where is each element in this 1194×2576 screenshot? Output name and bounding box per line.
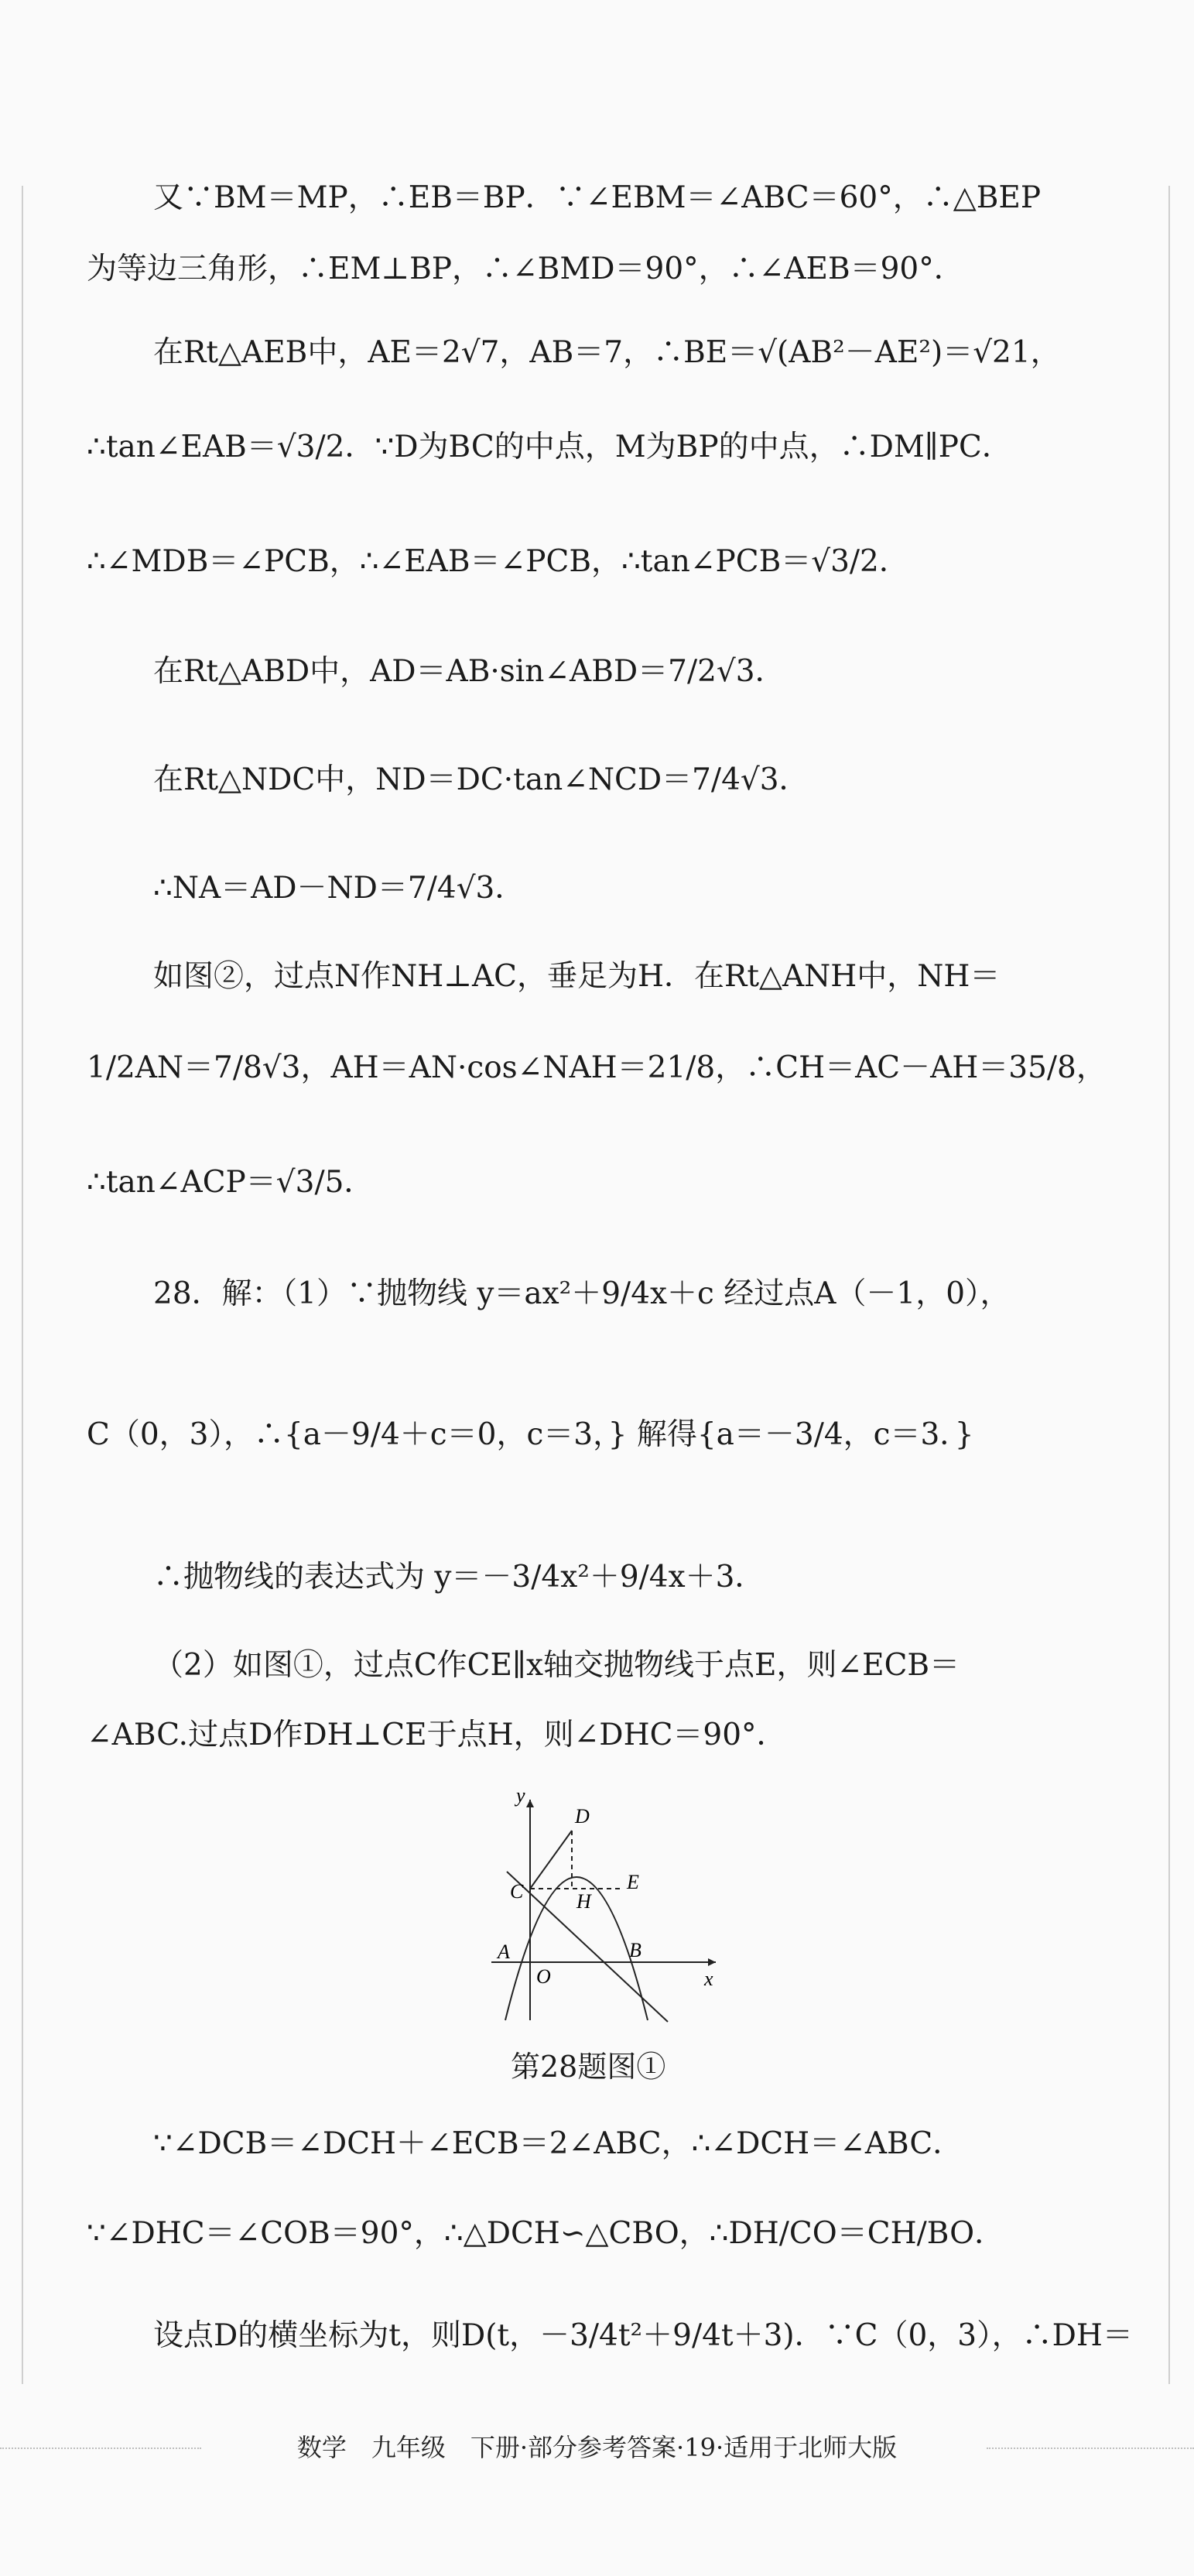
- label-c: C: [510, 1880, 524, 1903]
- x-axis-arrow: [708, 1958, 716, 1966]
- parabola-figure: [476, 1780, 724, 2028]
- text-line-14: ∴抛物线的表达式为 y＝－3/4x²＋9/4x＋3．: [153, 1560, 765, 1595]
- text-line-1: 又∵BM＝MP，∴EB＝BP．∵∠EBM＝∠ABC＝60°，∴△BEP: [153, 180, 1042, 215]
- text-line-10: 1/2AN＝7/8√3，AH＝AN·cos∠NAH＝21/8，∴CH＝AC－AH＝35/8，: [87, 1050, 1107, 1085]
- text-line-7: 在Rt△NDC中，ND＝DC·tan∠NCD＝7/4√3．: [153, 762, 809, 797]
- label-b: B: [629, 1939, 641, 1961]
- label-h: H: [576, 1890, 591, 1913]
- y-axis-arrow: [526, 1800, 534, 1807]
- text-line-13: C（0，3），∴{a－9/4＋c＝0，c＝3，} 解得{a＝－3/4，c＝3．}: [87, 1417, 974, 1452]
- label-a: A: [498, 1941, 510, 1963]
- text-line-2: 为等边三角形，∴EM⊥BP，∴∠BMD＝90°，∴∠AEB＝90°．: [87, 252, 964, 286]
- label-x: x: [704, 1968, 713, 1990]
- label-d: D: [575, 1805, 590, 1828]
- text-line-12: 28．解：（1）∵抛物线 y＝ax²＋9/4x＋c 经过点A（－1，0），: [153, 1276, 1011, 1311]
- label-o: O: [536, 1965, 551, 1988]
- label-y: y: [516, 1784, 525, 1807]
- label-e: E: [627, 1871, 639, 1893]
- text-line-11: ∴tan∠ACP＝√3/5．: [87, 1165, 375, 1200]
- text-line-16: ∠ABC.过点D作DH⊥CE于点H，则∠DHC＝90°．: [87, 1718, 787, 1752]
- text-line-3: 在Rt△AEB中，AE＝2√7，AB＝7，∴BE＝√(AB²－AE²)＝√21，: [153, 335, 1061, 370]
- text-line-18: ∵∠DHC＝∠COB＝90°，∴△DCH∽△CBO，∴DH/CO＝CH/BO．: [87, 2216, 1005, 2251]
- text-line-4: ∴tan∠EAB＝√3/2．∵D为BC的中点，M为BP的中点，∴DM∥PC．: [87, 430, 1012, 464]
- page-footer: 数学 九年级 下册·部分参考答案·19·适用于北师大版: [296, 2433, 898, 2462]
- text-line-8: ∴NA＝AD－ND＝7/4√3．: [153, 871, 525, 906]
- text-line-19: 设点D的横坐标为t，则D(t，－3/4t²＋9/4t＋3)．∵C（0，3），∴DH＝: [153, 2318, 1133, 2353]
- figure-caption: 第28题图①: [511, 2050, 666, 2084]
- text-line-6: 在Rt△ABD中，AD＝AB·sin∠ABD＝7/2√3．: [153, 654, 785, 689]
- text-line-17: ∵∠DCB＝∠DCH＋∠ECB＝2∠ABC，∴∠DCH＝∠ABC．: [153, 2126, 963, 2161]
- text-line-5: ∴∠MDB＝∠PCB，∴∠EAB＝∠PCB，∴tan∠PCB＝√3/2．: [87, 544, 909, 579]
- text-line-9: 如图②，过点N作NH⊥AC，垂足为H．在Rt△ANH中，NH＝: [153, 959, 1001, 994]
- text-line-15: （2）如图①，过点C作CE∥x轴交抛物线于点E，则∠ECB＝: [153, 1648, 960, 1683]
- parabola-diagram: [476, 1780, 724, 2028]
- left-margin-rule: [22, 186, 23, 2384]
